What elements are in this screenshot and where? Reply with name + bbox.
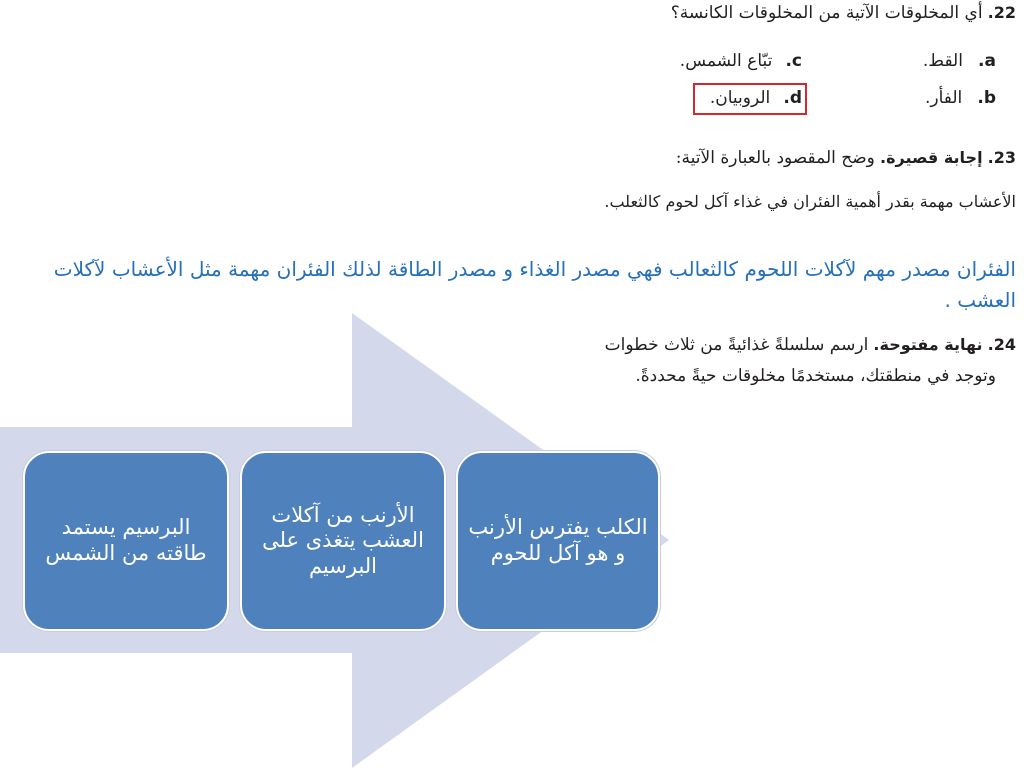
option-d: d. الروبيان.	[709, 88, 802, 108]
question-label: إجابة قصيرة.	[880, 148, 983, 167]
question-text-continued: وتوجد في منطقتك، مستخدمًا مخلوقات حيةً محددةً.	[635, 366, 996, 386]
question-label: نهاية مفتوحة.	[873, 335, 983, 354]
step-text: الأرنب من آكلات العشب يتغذى على البرسيم	[262, 502, 424, 578]
food-chain-step-2	[240, 451, 446, 631]
question-number: 22.	[987, 3, 1016, 22]
question-text: أي المخلوقات الآتية من المخلوقات الكانسة؟	[670, 3, 983, 23]
option-text: القط.	[922, 51, 963, 71]
option-a: a. القط.	[922, 51, 996, 71]
option-text: الفأر.	[924, 88, 963, 108]
food-chain-step-3	[456, 451, 660, 631]
question-statement: الأعشاب مهمة بقدر أهمية الفئران في غذاء آكل لحوم كالثعلب.	[604, 192, 1016, 211]
food-chain-step-1	[23, 451, 229, 631]
option-letter: a	[984, 51, 996, 71]
question-number: 23.	[987, 148, 1016, 167]
option-letter: b	[983, 88, 996, 108]
step-text: الكلب يفترس الأرنب و هو آكل للحوم	[468, 515, 648, 565]
option-text: الروبيان.	[709, 88, 771, 108]
question-text: وضح المقصود بالعبارة الآتية:	[675, 148, 875, 168]
step-text: البرسيم يستمد طاقته من الشمس	[45, 515, 207, 565]
option-text: تبّاع الشمس.	[679, 51, 773, 71]
question-number: 24.	[987, 335, 1016, 354]
option-b: b. الفأر.	[924, 88, 996, 108]
option-letter: d	[789, 88, 802, 108]
option-c: c. تبّاع الشمس.	[679, 51, 802, 71]
option-letter: c	[791, 51, 802, 71]
question-text: ارسم سلسلةً غذائيةً من ثلاث خطوات	[604, 335, 869, 355]
answer-text: الفئران مصدر مهم لآكلات اللحوم كالثعالب فهي مصدر الغذاء و مصدر الطاقة لذلك الفئران مهمة مثل الأعشاب لآكلات العشب .	[53, 257, 1016, 312]
